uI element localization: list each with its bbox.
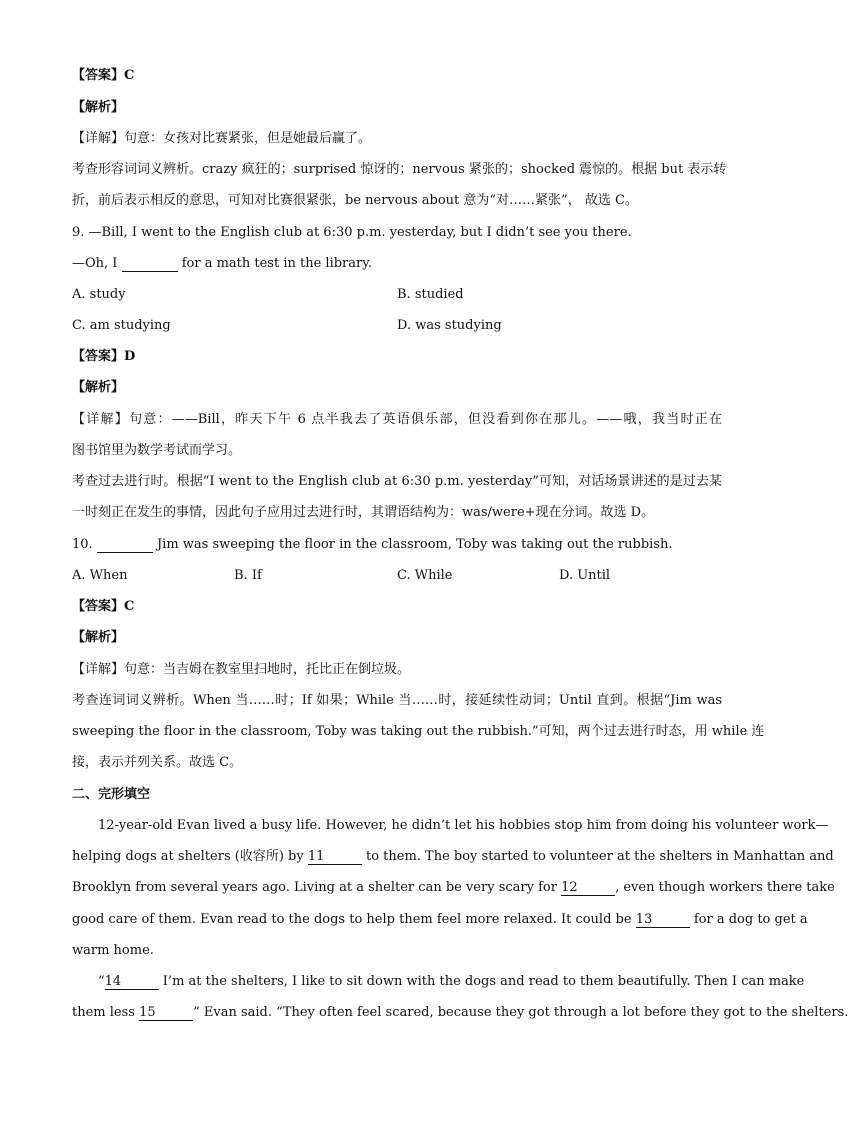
q10-option-b: B. If xyxy=(234,568,262,583)
answer-blank xyxy=(97,538,153,553)
passage-text: for a dog to get a xyxy=(693,912,808,927)
passage-text: to them. The boy started to volunteer at the shelters in Manhattan and xyxy=(365,849,834,864)
q8-answer: 【答案】C xyxy=(72,68,135,83)
q9-option-c: C. am studying xyxy=(72,318,171,333)
q10-answer: 【答案】C xyxy=(72,599,135,614)
passage-text: , even though workers there take xyxy=(615,880,835,895)
q8-explain-line: 考查形容词词义辨析。crazy 疯狂的；surprised 惊讶的；nervous 紧张的；shocked 震惊的。根据 but 表示转 xyxy=(72,162,727,177)
passage-line: 12-year-old Evan lived a busy life. However, he didn’t let his hobbies stop him from doing his volunteer work— xyxy=(98,818,829,833)
q10-number: 10. xyxy=(72,537,93,552)
q9-stem-reply xyxy=(72,255,722,273)
q8-explain-line: 折，前后表示相反的意思，可知对比赛很紧张，be nervous about 意为“对……紧张”， 故选 C。 xyxy=(72,193,638,208)
q10-explain-line: 接，表示并列关系。故选 C。 xyxy=(72,755,243,770)
passage-line xyxy=(72,1004,848,1022)
q9-option-a: A. study xyxy=(72,287,126,302)
passage-line xyxy=(72,848,834,866)
q10-explain-line: 考查连词词义辨析。When 当……时；If 如果；While 当……时，接延续性动词；Until 直到。根据“Jim was xyxy=(72,693,722,708)
passage-text: I’m at the shelters, I like to sit down with the dogs and read to them beautifully. Then I can make xyxy=(162,974,805,989)
section-title: 二、完形填空 xyxy=(72,787,151,802)
q8-detail: 【详解】句意：女孩对比赛紧张，但是她最后赢了。 xyxy=(72,131,372,146)
q8-analysis-label: 【解析】 xyxy=(72,100,125,115)
q10-option-c: C. While xyxy=(397,568,453,583)
passage-line xyxy=(72,973,805,991)
cloze-blank-11: 11 xyxy=(308,850,362,865)
q9-explain-line: 考查过去进行时。根据“I went to the English club at 6:30 p.m. yesterday”可知，对话场景讲述的是过去某 xyxy=(72,474,722,489)
q9-explain-line: 一时刻正在发生的事情，因此句子应用过去进行时，其谓语结构为：was/were+现在分词。故选 D。 xyxy=(72,505,655,520)
passage-text: ” Evan said. “They often feel scared, because they got through a lot before they got to the shelters. xyxy=(193,1005,848,1020)
q9-detail-line: 【详解】句意：——Bill，昨天下午 6 点半我去了英语俱乐部，但没看到你在那儿。——哦，我当时正在 xyxy=(72,412,722,427)
q10-analysis-label: 【解析】 xyxy=(72,630,125,645)
q10-stem-text: Jim was sweeping the floor in the classroom, Toby was taking out the rubbish. xyxy=(156,537,673,552)
q9-stem-reply-post: for a math test in the library. xyxy=(181,256,372,271)
q9-option-b: B. studied xyxy=(397,287,464,302)
passage-text: good care of them. Evan read to the dogs to help them feel more relaxed. It could be xyxy=(72,912,632,927)
q10-stem xyxy=(72,536,722,554)
passage-line xyxy=(72,879,835,897)
q10-option-d: D. Until xyxy=(559,568,611,583)
passage-text: Brooklyn from several years ago. Living at a shelter can be very scary for xyxy=(72,880,557,895)
q10-explain-line: sweeping the floor in the classroom, Toby was taking out the rubbish.”可知，两个过去进行时态，用 while 连 xyxy=(72,724,765,739)
passage-text: “ xyxy=(98,974,105,989)
q10-option-a: A. When xyxy=(72,568,128,583)
answer-blank xyxy=(122,257,178,272)
cloze-blank-12: 12 xyxy=(561,881,615,896)
q9-detail-line: 图书馆里为数学考试而学习。 xyxy=(72,443,242,458)
cloze-blank-15: 15 xyxy=(139,1006,193,1021)
q9-option-d: D. was studying xyxy=(397,318,502,333)
q9-stem-reply-pre: —Oh, I xyxy=(72,256,118,271)
q10-detail: 【详解】句意：当吉姆在教室里扫地时，托比正在倒垃圾。 xyxy=(72,662,411,677)
passage-text: helping dogs at shelters (收容所) by xyxy=(72,849,304,864)
passage-line xyxy=(72,911,808,929)
passage-text: them less xyxy=(72,1005,135,1020)
q9-analysis-label: 【解析】 xyxy=(72,380,125,395)
passage-line: warm home. xyxy=(72,943,154,958)
q9-answer: 【答案】D xyxy=(72,349,136,364)
cloze-blank-13: 13 xyxy=(636,913,690,928)
cloze-blank-14: 14 xyxy=(105,975,159,990)
q9-stem: 9. —Bill, I went to the English club at 6:30 p.m. yesterday, but I didn’t see you there. xyxy=(72,225,632,240)
